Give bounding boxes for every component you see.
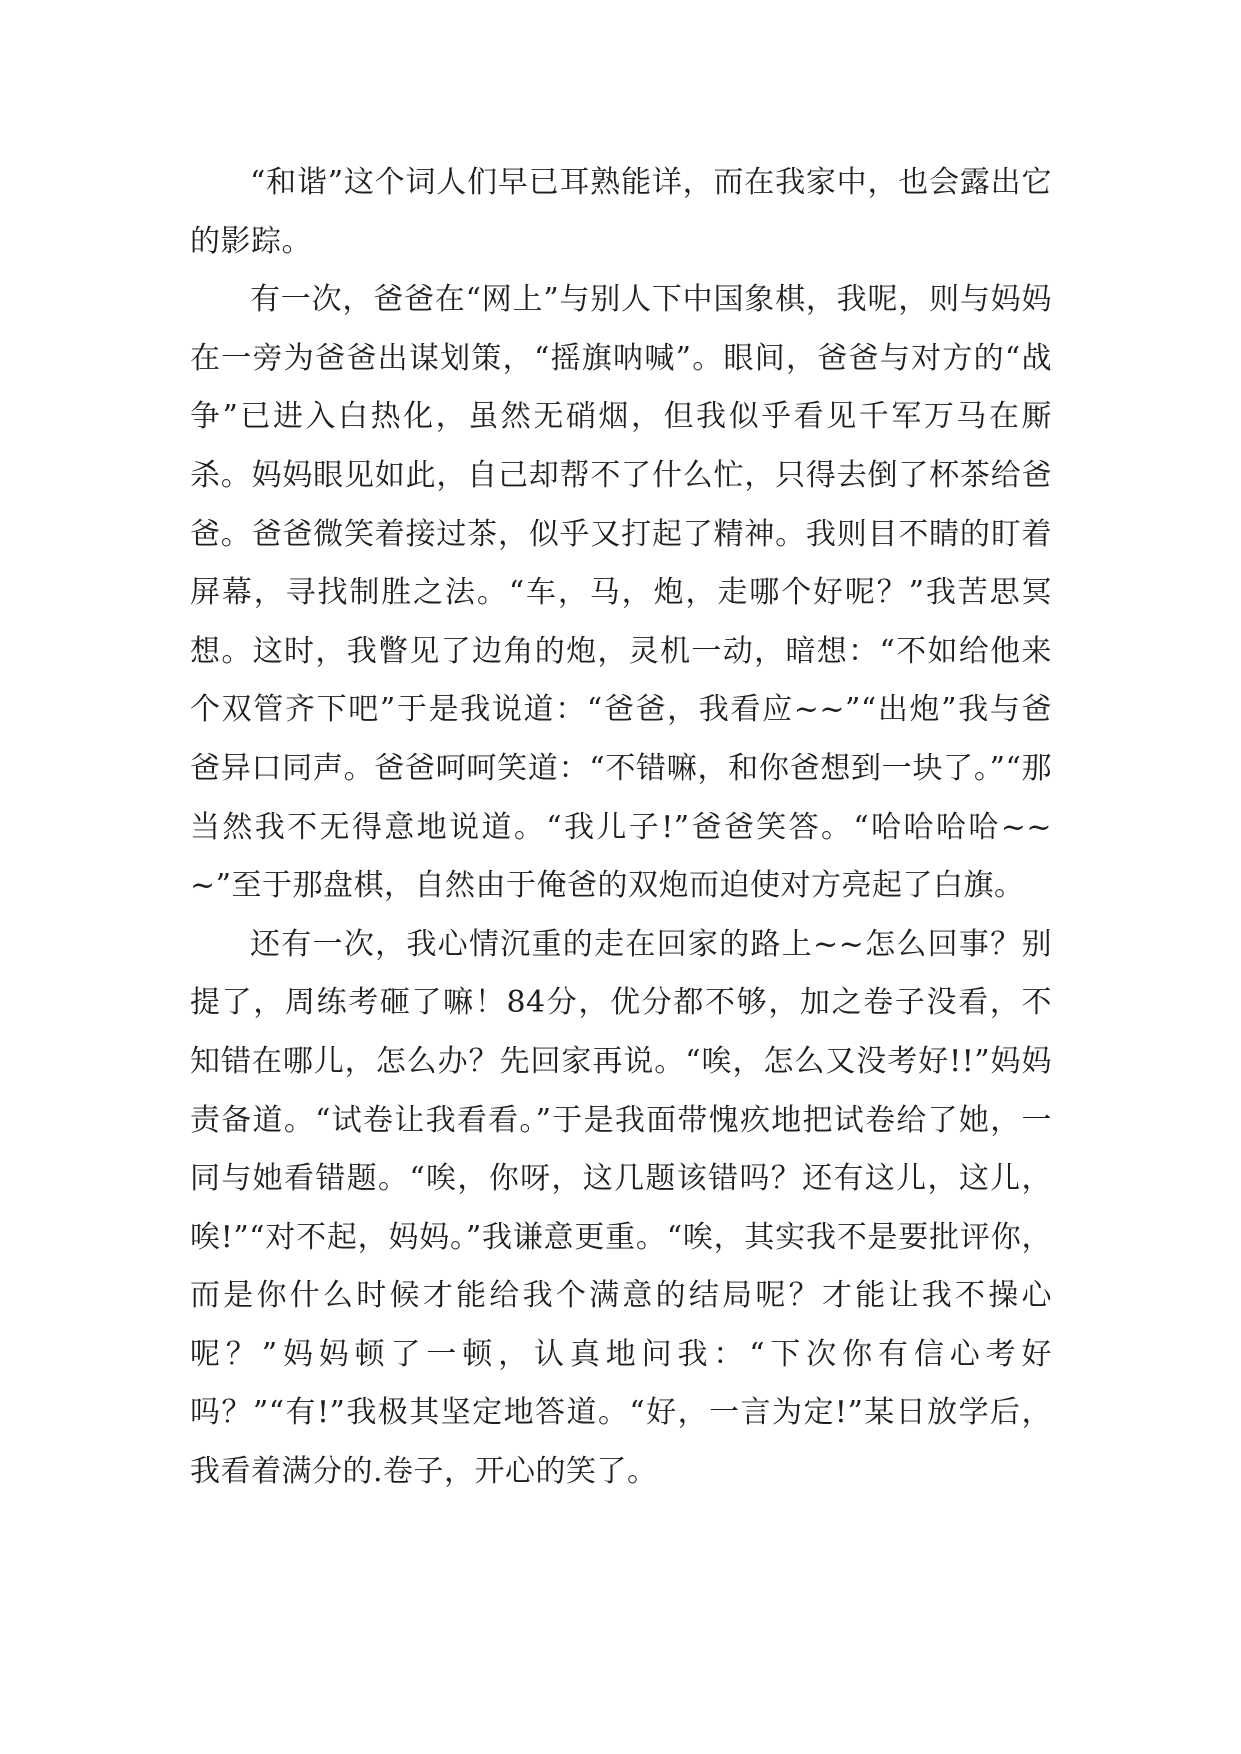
essay-body bbox=[190, 154, 1052, 1502]
paragraph-exam-story: 还有一次，我心情沉重的走在回家的路上~~怎么回事？别提了，周练考砸了嘛！84分，优分都不够，加之卷子没看，不知错在哪儿，怎么办？先回家再说。“唉，怎么又没考好!!”妈妈责备道。“试卷让我看看。”于是我面带愧疚地把试卷给了她，一同与她看错题。“唉，你呀，这几题该错吗？还有这儿，这儿，唉!”“对不起，妈妈。”我谦意更重。“唉，其实我不是要批评你，而是你什么时候才能给我个满意的结局呢？才能让我不操心呢？”妈妈顿了一顿，认真地问我：“下次你有信心考好吗？”“有!”我极其坚定地答道。“好，一言为定!”某日放学后，我看着满分的.卷子，开心的笑了。 bbox=[190, 926, 1052, 1490]
paragraph-intro: “和谐”这个词人们早已耳熟能详，而在我家中，也会露出它的影踪。 bbox=[190, 165, 1052, 259]
paragraph-chess-story: 有一次，爸爸在“网上”与别人下中国象棋，我呢，则与妈妈在一旁为爸爸出谋划策，“摇旗呐喊”。眼间，爸爸与对方的“战争”已进入白热化，虽然无硝烟，但我似乎看见千军万马在厮杀。妈妈眼见如此，自己却帮不了什么忙，只得去倒了杯茶给爸爸。爸爸微笑着接过茶，似乎又打起了精神。我则目不睛的盯着屏幕，寻找制胜之法。“车，马，炮，走哪个好呢？”我苦思冥想。这时，我瞥见了边角的炮，灵机一动，暗想：“不如给他来个双管齐下吧”于是我说道：“爸爸，我看应~~”“出炮”我与爸爸异口同声。爸爸呵呵笑道：“不错嘛，和你爸想到一块了。”“那当然我不无得意地说道。“我儿子!”爸爸笑答。“哈哈哈哈~~~”至于那盘棋，自然由于俺爸的双炮而迫使对方亮起了白旗。 bbox=[190, 282, 1052, 904]
